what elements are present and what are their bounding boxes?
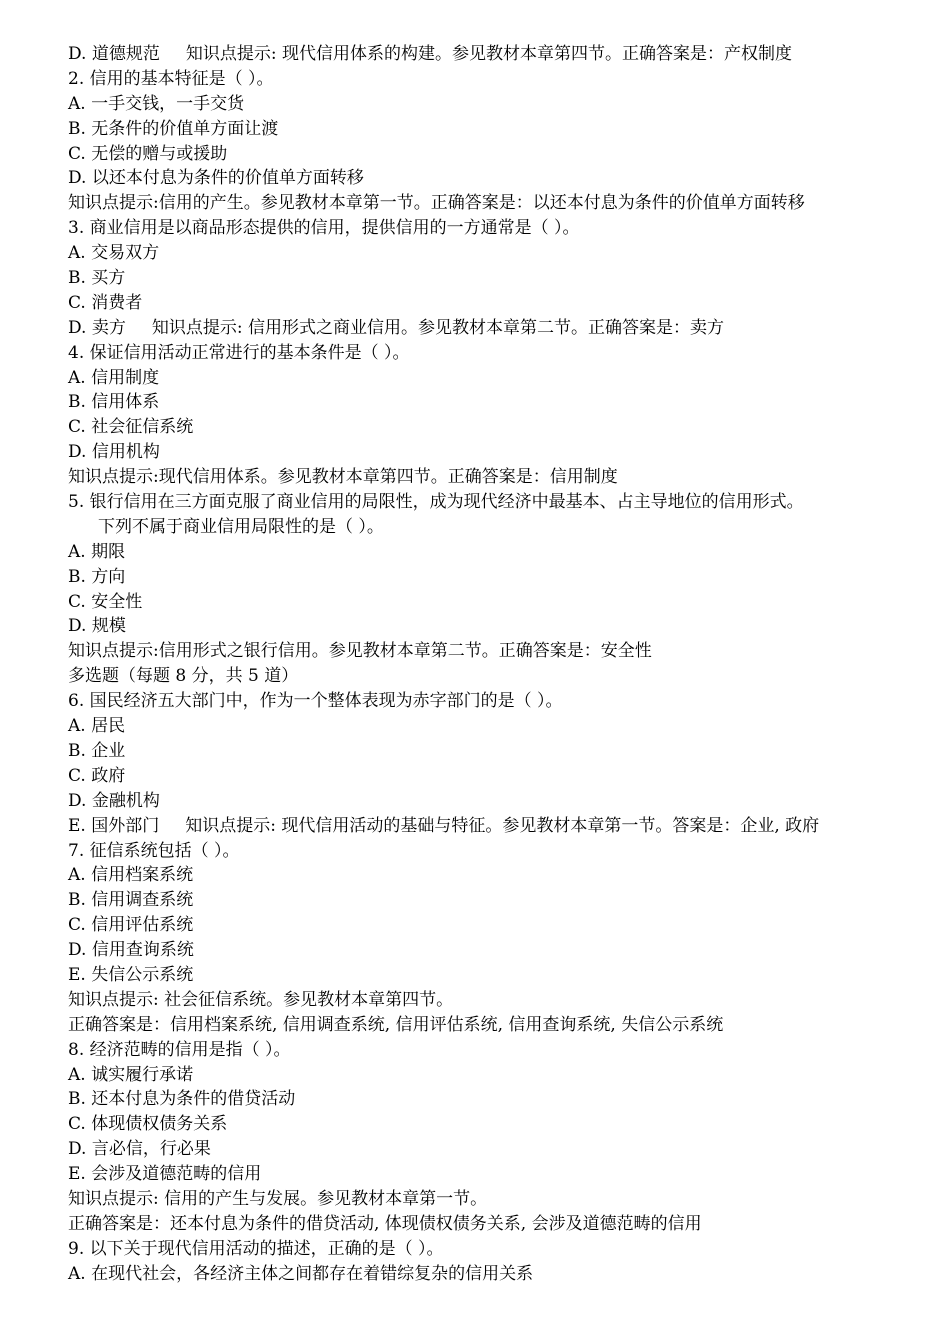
- line-text: E. 失信公示系统: [68, 964, 194, 985]
- text-line: [68, 963, 898, 988]
- text-line: [68, 913, 898, 938]
- line-text: C. 消费者: [68, 292, 143, 313]
- line-text: 正确答案是：信用档案系统, 信用调查系统, 信用评估系统, 信用查询系统, 失信公示系统: [68, 1014, 724, 1035]
- text-line: [68, 415, 898, 440]
- line-text: A. 居民: [68, 716, 126, 737]
- line-text: B. 无条件的价值单方面让渡: [68, 118, 279, 139]
- line-text: B. 方向: [68, 566, 126, 587]
- text-line: [68, 789, 898, 814]
- line-text: 知识点提示:现代信用体系。参见教材本章第四节。正确答案是：信用制度: [68, 467, 618, 488]
- text-line: [68, 988, 898, 1013]
- line-hint: 知识点提示: 现代信用活动的基础与特征。参见教材本章第一节。答案是：企业, 政府: [185, 815, 820, 836]
- text-line: [68, 191, 898, 216]
- text-line: [68, 266, 898, 291]
- text-line: [68, 1038, 898, 1063]
- line-text: C. 安全性: [68, 591, 143, 612]
- text-line: [68, 1063, 898, 1088]
- line-text: B. 信用体系: [68, 392, 160, 413]
- line-text: 2. 信用的基本特征是（ ）。: [68, 68, 274, 89]
- text-line: [68, 1087, 898, 1112]
- line-text: B. 还本付息为条件的借贷活动: [68, 1089, 296, 1110]
- line-text: A. 信用制度: [68, 367, 160, 388]
- line-text: 知识点提示:信用的产生。参见教材本章第一节。正确答案是：以还本付息为条件的价值单方面转移: [68, 193, 805, 214]
- line-text: 正确答案是：还本付息为条件的借贷活动, 体现债权债务关系, 会涉及道德范畴的信用: [68, 1213, 702, 1234]
- text-line: [68, 166, 898, 191]
- line-text: A. 在现代社会，各经济主体之间都存在着错综复杂的信用关系: [68, 1263, 534, 1284]
- line-text: D. 卖方: [68, 317, 126, 338]
- text-line: [68, 92, 898, 117]
- text-line: [68, 1162, 898, 1187]
- text-line: [68, 639, 898, 664]
- text-line: [68, 590, 898, 615]
- text-line: [68, 1013, 898, 1038]
- text-line: [68, 465, 898, 490]
- line-text: C. 无偿的赠与或援助: [68, 143, 228, 164]
- line-text: 6. 国民经济五大部门中，作为一个整体表现为赤字部门的是（ ）。: [68, 691, 563, 712]
- text-line: [68, 316, 898, 341]
- line-text: C. 信用评估系统: [68, 915, 194, 936]
- text-line: [68, 42, 898, 67]
- text-line: [68, 142, 898, 167]
- text-line: [68, 714, 898, 739]
- line-text: 知识点提示: 社会征信系统。参见教材本章第四节。: [68, 989, 454, 1010]
- text-line: [68, 664, 898, 689]
- text-line: [68, 67, 898, 92]
- line-text: 知识点提示:信用形式之银行信用。参见教材本章第二节。正确答案是：安全性: [68, 641, 652, 662]
- line-text: E. 会涉及道德范畴的信用: [68, 1164, 262, 1185]
- line-hint: 知识点提示: 信用形式之商业信用。参见教材本章第二节。正确答案是：卖方: [151, 317, 724, 338]
- text-line: [68, 241, 898, 266]
- text-line: [68, 863, 898, 888]
- text-line: [68, 814, 898, 839]
- line-text: A. 期限: [68, 541, 126, 562]
- text-line: [68, 764, 898, 789]
- line-text: 下列不属于商业信用局限性的是（ ）。: [98, 516, 384, 537]
- line-text: C. 体现债权债务关系: [68, 1114, 228, 1135]
- text-line: [68, 888, 898, 913]
- text-line: [68, 117, 898, 142]
- line-text: C. 社会征信系统: [68, 417, 194, 438]
- line-text: D. 道德规范: [68, 44, 160, 64]
- text-line: [68, 490, 898, 515]
- text-line: [68, 216, 898, 241]
- line-text: C. 政府: [68, 765, 126, 786]
- text-line: [68, 565, 898, 590]
- text-line: [68, 341, 898, 366]
- text-line: [68, 540, 898, 565]
- text-line: [68, 614, 898, 639]
- text-line: [68, 1212, 898, 1237]
- line-text: B. 企业: [68, 740, 126, 761]
- text-line: [68, 1112, 898, 1137]
- text-line: [68, 291, 898, 316]
- line-hint: 知识点提示: 现代信用体系的构建。参见教材本章第四节。正确答案是：产权制度: [185, 44, 792, 64]
- line-text: 7. 征信系统包括（ ）。: [68, 840, 240, 861]
- line-text: 9. 以下关于现代信用活动的描述，正确的是（ ）。: [68, 1238, 444, 1259]
- line-text: 多选题（每题 8 分，共 5 道）: [68, 666, 299, 687]
- line-text: B. 买方: [68, 268, 126, 289]
- line-text: D. 言必信，行必果: [68, 1139, 211, 1160]
- line-text: 4. 保证信用活动正常进行的基本条件是（ ）。: [68, 342, 410, 363]
- text-line: [68, 1187, 898, 1212]
- text-line: [68, 1237, 898, 1262]
- line-text: A. 信用档案系统: [68, 865, 194, 886]
- line-text: D. 信用机构: [68, 442, 160, 463]
- text-line: [68, 390, 898, 415]
- text-line: [68, 440, 898, 465]
- document-page: [68, 42, 898, 1287]
- text-line: [68, 739, 898, 764]
- text-line: [68, 689, 898, 714]
- line-text: D. 金融机构: [68, 790, 160, 811]
- line-text: 5. 银行信用在三方面克服了商业信用的局限性，成为现代经济中最基本、占主导地位的信用形式。: [68, 492, 804, 513]
- text-line: [68, 938, 898, 963]
- line-text: A. 诚实履行承诺: [68, 1064, 194, 1085]
- line-text: D. 规模: [68, 616, 126, 637]
- text-line: [68, 366, 898, 391]
- line-text: A. 一手交钱，一手交货: [68, 93, 245, 114]
- line-text: 3. 商业信用是以商品形态提供的信用，提供信用的一方通常是（ ）。: [68, 218, 580, 239]
- text-line: [68, 839, 898, 864]
- text-line: [68, 1137, 898, 1162]
- text-line: [68, 1262, 898, 1287]
- line-text: E. 国外部门: [68, 815, 160, 836]
- text-line: [68, 515, 898, 540]
- line-text: D. 信用查询系统: [68, 940, 194, 961]
- line-text: A. 交易双方: [68, 243, 160, 264]
- line-text: D. 以还本付息为条件的价值单方面转移: [68, 168, 364, 189]
- line-text: 知识点提示: 信用的产生与发展。参见教材本章第一节。: [68, 1188, 488, 1209]
- line-text: 8. 经济范畴的信用是指（ ）。: [68, 1039, 291, 1060]
- line-text: B. 信用调查系统: [68, 890, 194, 911]
